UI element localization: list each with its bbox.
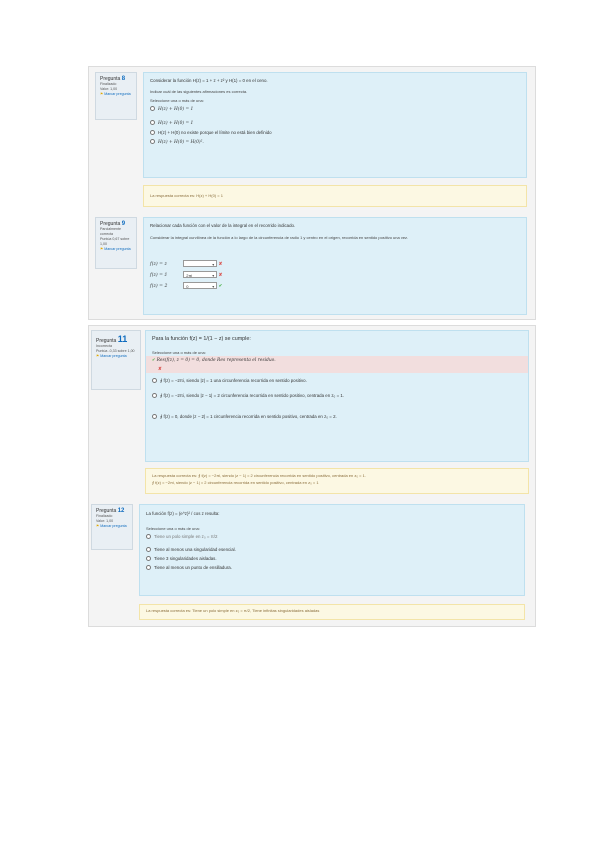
flag-icon: ⚑ (96, 354, 100, 358)
q9-row-2: f(z) = z̄ 2πi ▾ ✘ (150, 270, 520, 281)
q12-points: Valor: 1,00 (96, 519, 114, 523)
q9-select-3[interactable]: 0 ▾ (183, 282, 217, 289)
q12-flag[interactable]: ⚑ Marcar pregunta (96, 524, 127, 528)
q8-points: Valor: 1,00 (100, 87, 118, 91)
q8-option-4[interactable]: H(z) + H(0) = H(0)². (150, 137, 520, 147)
q11-select-label: Seleccione una o más de una: (152, 350, 206, 355)
q8-status: Finalizado (100, 82, 117, 86)
q12-feedback: La respuesta correcta es: Tiene un polo simple en z₀ = π/2, Tiene infinitas singularidades aisladas (139, 604, 525, 620)
screenshot-top (88, 66, 536, 320)
q9-statement: Relacionar cada función con el valor de la integral en el recorrido indicado. (150, 223, 296, 228)
q9-points: Puntúa 0,67 sobre 1,00 (100, 237, 130, 246)
q8-feedback: La respuesta correcta es: H(z) + H(0) = 1 (143, 185, 527, 207)
q8-flag[interactable]: ⚑ Marcar pregunta (100, 92, 131, 96)
cross-icon: ✘ (218, 261, 223, 266)
q12-option-2[interactable]: Tiene al menos una singularidad esencial. (146, 545, 518, 554)
checkbox-icon (150, 106, 155, 111)
q9-row-1: f(z) = z ▾ ✘ (150, 259, 520, 270)
q8-title: Pregunta 8 (100, 76, 126, 82)
q11-feedback-line-1: La respuesta correcta es: ∮ f(z) = −2πi, siendo |z − 1| = 2 circunferencia recorrida en sentido positivo, centrada en z₀ = 1. (152, 473, 366, 478)
q12-status: Finalizado (96, 514, 113, 518)
check-icon: ✔ (152, 357, 156, 362)
q9-body (143, 217, 527, 315)
checkbox-icon (146, 556, 151, 561)
q11-option-2[interactable]: ∮ f(z) = −2πi, siendo |z| = 1 una circunferencia recorrida en sentido positivo. (152, 376, 522, 385)
q9-select-2[interactable]: 2πi ▾ (183, 271, 217, 278)
checkbox-icon (150, 120, 155, 125)
q8-statement: Considerar la función H(z) = 1 + z + z² y H(1) = 0 en el ceno. (150, 78, 268, 83)
q8-option-1[interactable]: H(z) + H(0) = 1 (150, 104, 520, 114)
q8-prompt: Indicar cuál de las siguientes afirmaciones es correcta. (150, 89, 248, 94)
q12-option-1[interactable]: Tiene un polo simple en z₀ = π/2 (146, 532, 518, 541)
q8-option-2[interactable]: H(z) + H(0) = 1 (150, 118, 520, 128)
q11-feedback (145, 468, 529, 494)
q12-number: 12 (117, 508, 125, 514)
q12-option-3[interactable]: Tiene 3 singularidades aisladas. (146, 554, 518, 563)
q9-status: Parcialmente correcta (100, 227, 121, 236)
q11-body (145, 330, 529, 462)
q9-title: Pregunta 9 (100, 221, 126, 227)
q11-status: Incorrecta (96, 344, 112, 348)
q9-prompt: Considerar la integral curvilínea de la función a lo largo de la circunferencia de radio 1 y centro en el origen, recorrida en sentido positivo una vez. (150, 235, 409, 240)
cross-icon: ✘ (158, 366, 162, 371)
q11-points: Puntúa -0,33 sobre 1,00 (96, 349, 135, 353)
q11-feedback-line-2: ∮ f(z) = −2πi, siendo |z − 1| = 2 circunferencia recorrida en sentido positivo, centrada en z₀ = 1 (152, 480, 319, 485)
q11-title: Pregunta 11 (96, 334, 128, 344)
checkbox-icon (152, 378, 157, 383)
flag-icon: ⚑ (100, 92, 104, 96)
checkbox-icon (152, 393, 157, 398)
checkbox-icon (146, 534, 151, 539)
q11-number: 11 (117, 334, 128, 344)
checkbox-icon (150, 139, 155, 144)
q11-statement: Para la función f(z) = 1/(1 − z) se cumple: (152, 336, 251, 342)
flag-icon: ⚑ (100, 247, 104, 251)
q11-option-1[interactable]: ✔ Res(f(z), z = 0) = 0, donde Res representa el residuo. ✘ (146, 356, 528, 373)
q9-info (95, 217, 137, 269)
q11-info (91, 330, 141, 390)
q8-number: 8 (121, 76, 126, 82)
q8-body (143, 72, 527, 178)
q12-title: Pregunta 12 (96, 508, 125, 514)
q8-select-label: Seleccione una o más de una: (150, 98, 204, 103)
q12-info (91, 504, 133, 550)
checkbox-icon (152, 414, 157, 419)
q9-number: 9 (121, 221, 126, 227)
q11-option-3[interactable]: ∮ f(z) = −2πi, siendo |z − 1| = 2 circunferencia recorrida en sentido positivo, centrada en z₀ = 1. (152, 391, 522, 400)
checkbox-icon (150, 130, 155, 135)
check-icon: ✔ (218, 283, 223, 288)
q11-option-4[interactable]: ∮ f(z) = 0, donde |z − 2| = 1 circunferencia recorrida en sentido positivo, centrada en z₀ = 2. (152, 412, 522, 421)
q12-select-label: Seleccione una o más de una: (146, 526, 200, 531)
checkbox-icon (146, 547, 151, 552)
screenshot-bottom (88, 325, 536, 627)
q12-option-4[interactable]: Tiene al menos un punto de ensilladura. (146, 563, 518, 572)
checkbox-icon (146, 565, 151, 570)
cross-icon: ✘ (218, 272, 223, 277)
q9-flag[interactable]: ⚑ Marcar pregunta (100, 247, 131, 251)
q12-statement: La función f(z) = (e^z)² / cos z resulta: (146, 511, 220, 516)
q8-option-3[interactable]: H(z) + H(0) no existe porque el límite no está bien definido (150, 128, 520, 137)
q9-select-1[interactable] (183, 260, 217, 267)
q12-body (139, 504, 525, 596)
flag-icon: ⚑ (96, 524, 100, 528)
q9-row-3: f(z) = 2 0 ▾ ✔ (150, 281, 520, 292)
q8-info (95, 72, 137, 120)
q11-flag[interactable]: ⚑ Marcar pregunta (96, 354, 127, 358)
